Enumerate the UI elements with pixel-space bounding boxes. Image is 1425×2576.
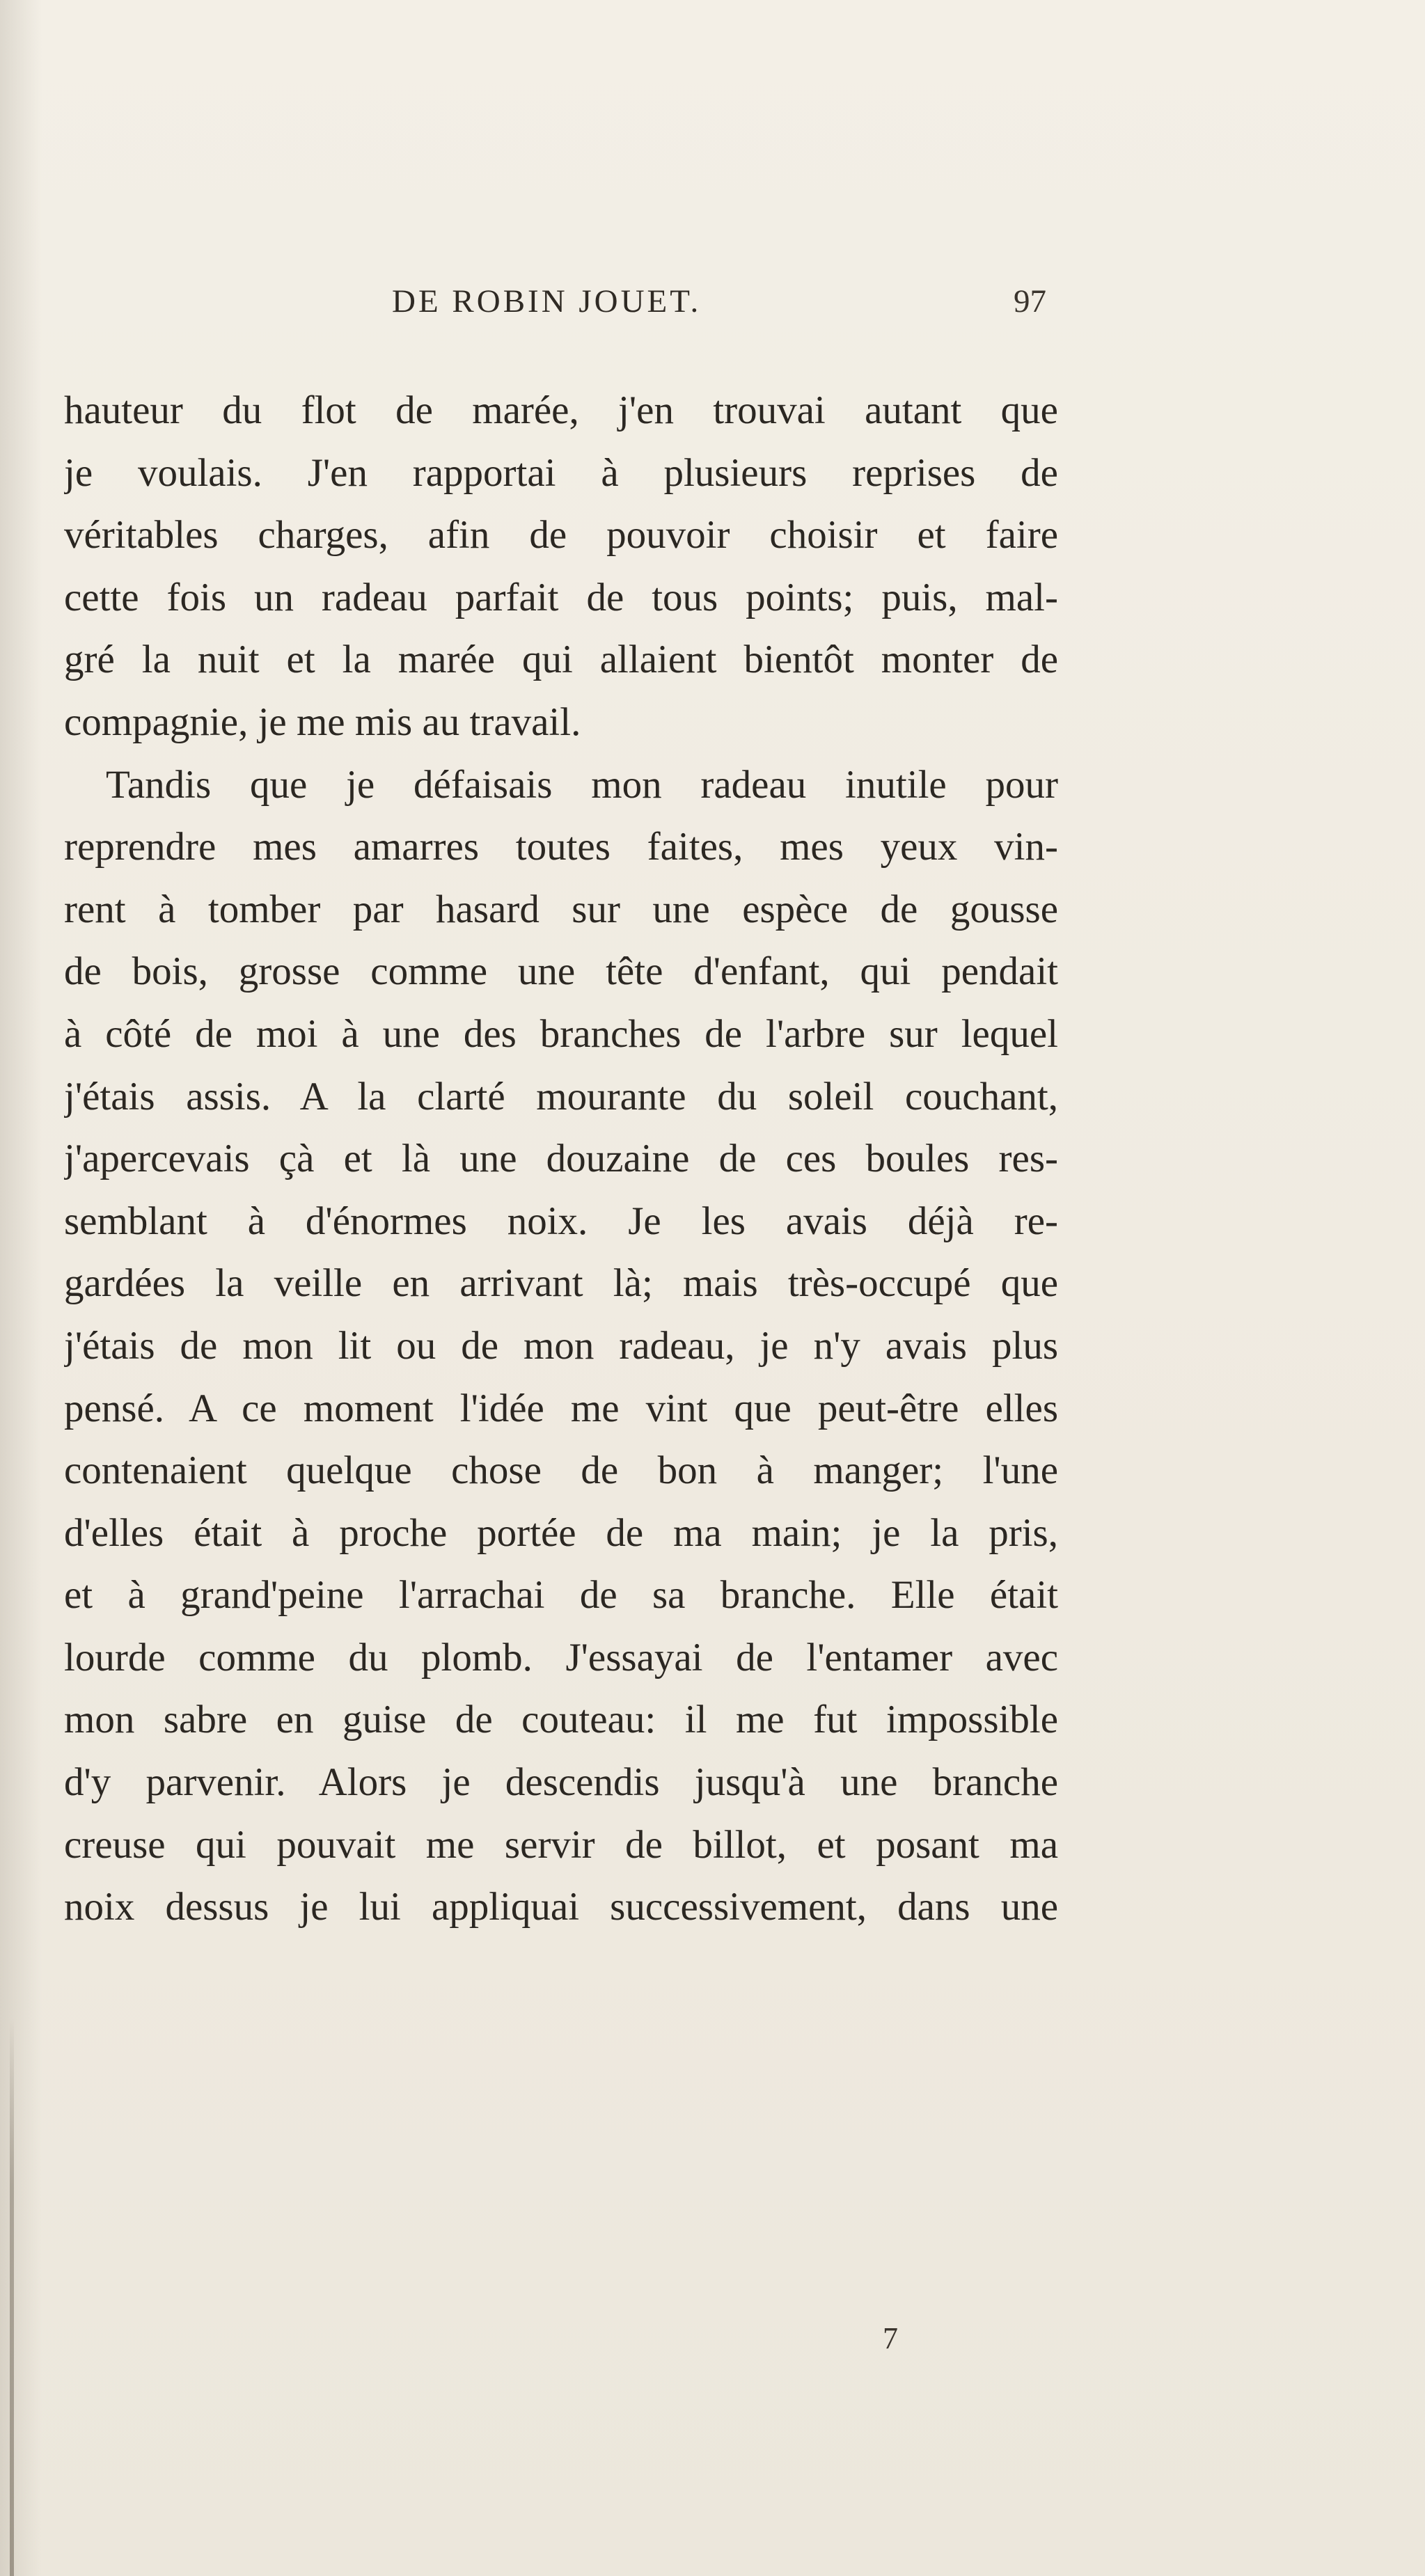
text-line: compagnie, je me mis au travail.	[64, 700, 581, 744]
text-line: semblant à d'énormes noix. Je les avais déjà re-	[64, 1199, 1058, 1243]
text-line: contenaient quelque chose de bon à manger; l'une	[64, 1448, 1058, 1493]
text-line: j'apercevais çà et là une douzaine de ces boules res-	[64, 1137, 1058, 1181]
binding-shadow	[10, 2018, 14, 2576]
text-line: gré la nuit et la marée qui allaient bientôt monter de	[64, 638, 1058, 682]
text-line: pensé. A ce moment l'idée me vint que peut-être elles	[64, 1386, 1058, 1430]
page-number: 97	[1014, 283, 1046, 319]
paragraph-first-line: Tandis que je défaisais mon radeau inutile pour	[106, 762, 1058, 807]
text-line: gardées la veille en arrivant là; mais très-occupé que	[64, 1261, 1058, 1306]
text-line: j'étais de mon lit ou de mon radeau, je n'y avais plus	[64, 1323, 1058, 1368]
text-line: d'elles était à proche portée de ma main; je la pris,	[64, 1510, 1058, 1555]
text-line: creuse qui pouvait me servir de billot, et posant ma	[64, 1822, 1058, 1867]
running-head	[0, 277, 1425, 326]
text-line: et à grand'peine l'arrachai de sa branche. Elle était	[64, 1573, 1058, 1618]
text-line: véritables charges, afin de pouvoir choisir et faire	[64, 513, 1058, 558]
text-line: reprendre mes amarres toutes faites, mes yeux vin-	[64, 825, 1058, 869]
text-line: rent à tomber par hasard sur une espèce de gousse	[64, 887, 1058, 931]
text-line: j'étais assis. A la clarté mourante du soleil couchant,	[64, 1074, 1058, 1119]
text-line: à côté de moi à une des branches de l'arbre sur lequel	[64, 1011, 1058, 1056]
text-line: lourde comme du plomb. J'essayai de l'entamer avec	[64, 1635, 1058, 1680]
text-line: d'y parvenir. Alors je descendis jusqu'à une branche	[64, 1760, 1058, 1805]
text-line: noix dessus je lui appliquai successivement, dans une	[64, 1885, 1058, 1929]
text-line: hauteur du flot de marée, j'en trouvai autant que	[64, 388, 1058, 432]
body-text	[64, 379, 1058, 1938]
text-line: de bois, grosse comme une tête d'enfant, qui pendait	[64, 949, 1058, 994]
running-title: DE ROBIN JOUET.	[392, 283, 702, 319]
text-line: mon sabre en guise de couteau: il me fut impossible	[64, 1698, 1058, 1742]
text-line: je voulais. J'en rapportai à plusieurs reprises de	[64, 450, 1058, 495]
signature-mark: 7	[883, 2321, 898, 2355]
text-line: cette fois un radeau parfait de tous points; puis, mal-	[64, 575, 1058, 619]
